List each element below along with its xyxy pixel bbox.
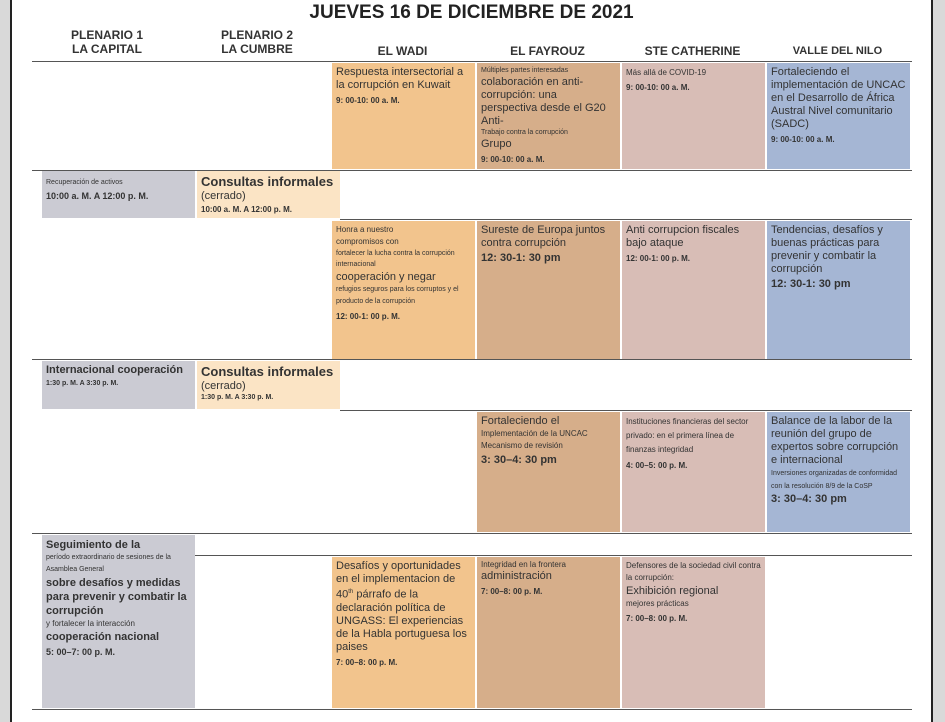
session-title: cooperación nacional: [46, 631, 160, 643]
session-fiscales-bajo-ataque: [622, 221, 765, 359]
session-subtitle: período extraordinario de sesiones de la Asamblea General: [46, 554, 171, 573]
session-subtitle: Trabajo contra la corrupción: [481, 129, 568, 136]
session-subtitle: refugios seguros para los corruptos y el producto de la corrupción: [336, 286, 459, 305]
session-subtitle: fortalecer la lucha contra la corrupción internacional: [336, 250, 455, 268]
paragraph-number: 40: [336, 588, 349, 601]
session-time: 5: 00–7: 00 p. M.: [46, 647, 116, 657]
row-divider: [340, 219, 912, 220]
session-title-continued: [336, 586, 471, 654]
header-el-fayrouz: EL FAYROUZ: [510, 44, 585, 58]
session-title: Balance de la labor de la reunión del grupo de expertos sobre corrupción e internacional: [771, 415, 899, 466]
session-internacional-cooperacion: [42, 361, 195, 409]
header-plenario-2: [187, 28, 327, 56]
session-time: 3: 30–4: 30 pm: [771, 493, 847, 505]
session-covid: [622, 63, 765, 169]
session-title: Consultas informales: [201, 174, 334, 189]
session-time: 1:30 p. M. A 3:30 p. M.: [201, 394, 274, 401]
header-plenario-2-line1: PLENARIO 2: [220, 28, 293, 42]
session-subtitle: (cerrado): [201, 190, 246, 202]
session-title: Sureste de Europa juntos contra corrupción: [481, 224, 606, 249]
session-subtitle: Implementación de la UNCAC Mecanismo de revisión: [481, 429, 588, 450]
session-subtitle: y fortalecer la interacción: [46, 619, 135, 628]
session-title: cooperación y negar: [336, 271, 436, 283]
session-tendencias-desafios: [767, 221, 910, 359]
session-recuperacion-activos: [42, 171, 195, 218]
session-time: 9: 00-10: 00 a. M.: [626, 83, 690, 92]
session-consultas-informales-1: [197, 171, 340, 218]
header-plenario-1-line1: PLENARIO 1: [70, 28, 143, 42]
session-time: 9: 00-10: 00 a. M.: [771, 135, 835, 144]
session-integridad-frontera: [477, 557, 620, 708]
session-time: 1:30 p. M. A 3:30 p. M.: [46, 380, 119, 387]
session-time: 7: 00–8: 00 p. M.: [336, 657, 398, 667]
session-title: Desafíos y oportunidades en el implementacion de: [336, 560, 461, 585]
session-title: Seguimiento de la: [46, 539, 141, 551]
session-subtitle: Honra a nuestro: [336, 225, 394, 234]
session-time: 10:00 a. M. A 12:00 p. M.: [46, 191, 149, 201]
session-time: 9: 00-10: 00 a. M.: [336, 96, 400, 105]
session-title: Anti corrupcion fiscales bajo ataque: [626, 224, 740, 249]
header-valle-del-nilo: VALLE DEL NILO: [792, 45, 883, 57]
session-sadc: [767, 63, 910, 169]
session-seguimiento-asamblea: [42, 535, 195, 708]
session-defensores-sociedad-civil: [622, 557, 765, 708]
session-refugios-seguros: [332, 221, 475, 359]
page-title: JUEVES 16 DE DICIEMBRE DE 2021: [309, 2, 634, 23]
session-title: Recuperación de activos: [46, 179, 123, 186]
header-divider: [32, 61, 912, 62]
session-sureste-europa: [477, 221, 620, 359]
session-instituciones-financieras: [622, 412, 765, 532]
session-subtitle: Defensores de la sociedad civil contra la corrupción:: [626, 561, 761, 582]
session-ungass-40: [332, 557, 475, 708]
session-kuwait: [332, 63, 475, 169]
session-title: Grupo: [481, 138, 512, 150]
header-plenario-1-line2: LA CAPITAL: [72, 42, 142, 56]
session-title: párrafo de la declaración política de UNGASS: El experiencias de la Habla portuguesa los paises: [336, 588, 467, 653]
session-time: 10:00 a. M. A 12:00 p. M.: [201, 205, 292, 214]
session-title: Tendencias, desafíos y buenas prácticas para prevenir y combatir la corrupción: [771, 224, 883, 275]
header-el-wadi: EL WADI: [377, 44, 428, 58]
session-time: 12: 30-1: 30 pm: [771, 278, 851, 290]
session-consultas-informales-2: [197, 361, 340, 409]
session-time: 7: 00–8: 00 p. M.: [481, 587, 543, 596]
row-divider: [340, 410, 912, 411]
session-title: Fortaleciendo el implementación de UNCAC en el Desarrollo de África Austral Nivel comunitario (SADC): [771, 66, 906, 130]
session-subtitle: Inversiones organizadas de conformidad con la resolución 8/9 de la CoSP: [771, 470, 898, 490]
session-mecanismo-revision: [477, 412, 620, 532]
schedule-page: [10, 0, 933, 722]
row-divider: [195, 555, 912, 556]
session-time: 4: 00–5: 00 p. M.: [626, 461, 688, 470]
header-ste-catherine: STE CATHERINE: [644, 44, 741, 58]
session-title: Exhibición regional: [626, 585, 719, 597]
session-title: Más allá de COVID-19: [626, 68, 707, 77]
session-subtitle: mejores prácticas: [626, 599, 689, 608]
session-title: colaboración en anti-corrupción: una perspectiva desde el G20 Anti-: [481, 76, 606, 127]
session-time: 12: 00-1: 00 p. M.: [626, 254, 691, 263]
session-time: 7: 00–8: 00 p. M.: [626, 614, 688, 623]
session-subtitle: (cerrado): [201, 380, 246, 392]
session-title: Consultas informales: [201, 364, 334, 379]
session-title: Instituciones financieras del sector privado: en el primera línea de finanzas integridad: [626, 417, 749, 454]
session-time: 12: 00-1: 00 p. M.: [336, 312, 401, 321]
row-divider: [32, 359, 912, 360]
session-balance-labor: [767, 412, 910, 532]
header-plenario-2-line2: LA CUMBRE: [221, 42, 293, 56]
session-subtitle: compromisos con: [336, 237, 399, 246]
session-subtitle: Integridad en la frontera: [481, 560, 566, 569]
row-divider: [32, 709, 912, 710]
session-subtitle: Múltiples partes interesadas: [481, 67, 569, 74]
session-title: administración: [481, 570, 552, 582]
session-g20: [477, 63, 620, 169]
session-time: 9: 00-10: 00 a. M.: [481, 155, 545, 164]
session-title: sobre desafíos y medidas para prevenir y combatir la corrupción: [46, 577, 187, 617]
session-title: Respuesta intersectorial a la corrupción en Kuwait: [336, 66, 464, 91]
session-time: 12: 30-1: 30 pm: [481, 252, 561, 264]
session-title: Internacional cooperación: [46, 364, 183, 376]
header-plenario-1: [42, 28, 172, 56]
session-title: Fortaleciendo el: [481, 415, 560, 427]
session-time: 3: 30–4: 30 pm: [481, 454, 557, 466]
ordinal-suffix: th: [348, 589, 354, 595]
row-divider: [32, 533, 912, 534]
